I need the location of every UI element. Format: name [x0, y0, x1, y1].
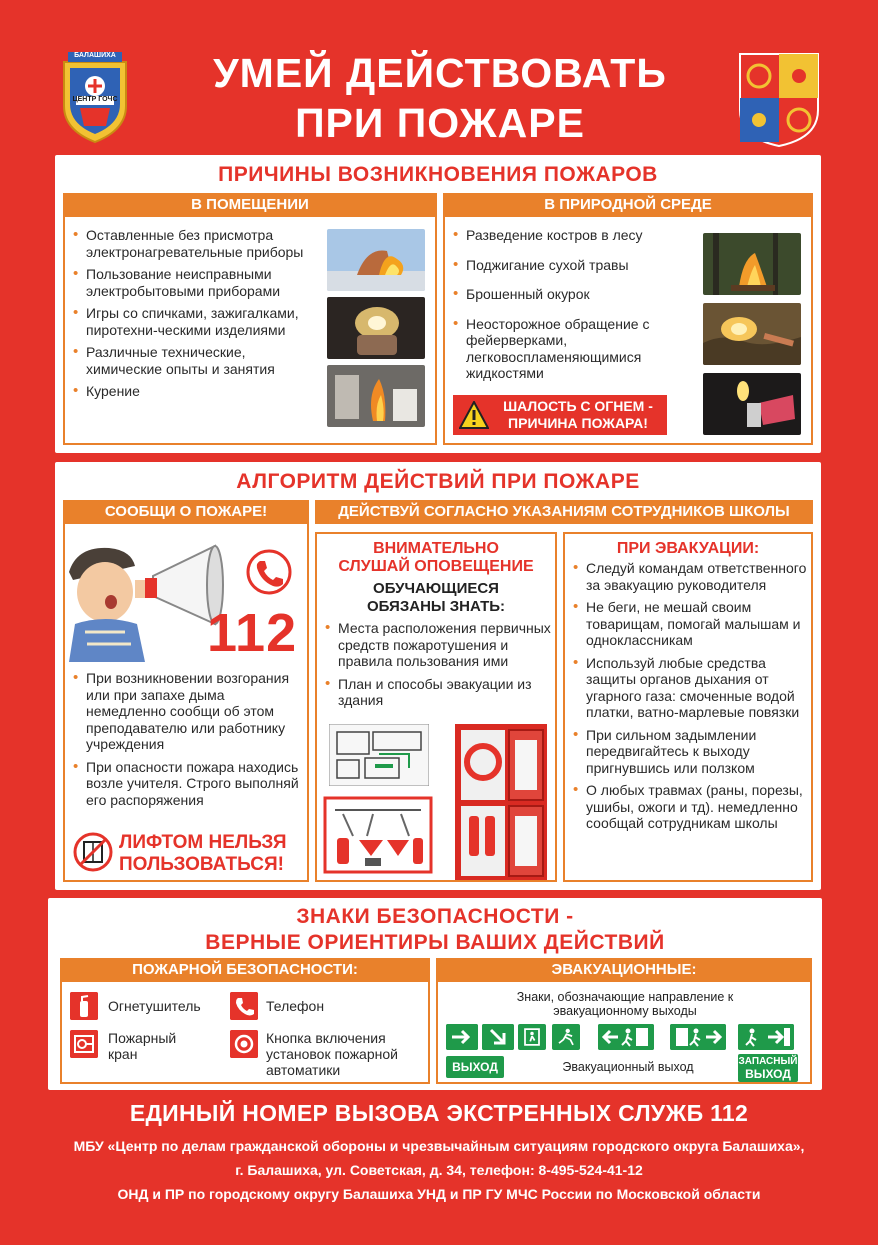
no-elevator-line-1: ЛИФТОМ НЕЛЬЗЯ	[119, 832, 287, 853]
phone-icon	[245, 548, 293, 596]
indoor-list	[73, 227, 323, 406]
list-item: • Разведение костров в лесу	[453, 227, 693, 244]
alarm-button-sign-icon	[230, 1030, 258, 1058]
list-item: • О любых травмах (раны, порезы, ушибы, ожоги и тд). немедленно сообщай сотрудникам школы	[573, 782, 807, 832]
list-item: • При опасности пожара находись возле учителя. Строго выполняй его распоряжения	[73, 759, 299, 809]
evac-signs-box	[436, 958, 812, 1084]
alarm-button-label: Кнопка включения установок пожарной автоматики	[266, 1030, 398, 1078]
list-item: • Оставленные без присмотра электронагревательные приборы	[73, 227, 323, 260]
exit-caption: Эвакуационный выход	[562, 1060, 694, 1074]
arrow-right-sign-icon	[446, 1024, 478, 1050]
title-line-2: ПРИ ПОЖАРЕ	[295, 100, 585, 146]
exit-door-right-sign-icon	[670, 1024, 726, 1050]
experiment-fire-photo-icon	[327, 365, 425, 427]
list-item: • Пользование неисправными электробытовыми приборами	[73, 266, 323, 299]
hydrant-sign-icon	[70, 1030, 98, 1058]
emergency-exit-line-2: ВЫХОД	[745, 1067, 791, 1081]
phone-label: Телефон	[266, 998, 325, 1014]
warning-line-1: ШАЛОСТЬ С ОГНЕМ -	[503, 398, 653, 414]
footer-org-line: МБУ «Центр по делам гражданской обороны и чрезвычайным ситуациям городского округа Балашиха»,	[73, 1138, 805, 1154]
lighter-photo-icon	[703, 373, 801, 435]
list-item: • Различные технические, химические опыты и занятия	[73, 344, 323, 377]
title-line-1: УМЕЙ ДЕЙСТВОВАТЬ	[213, 50, 667, 96]
fire-signs-heading: ПОЖАРНОЙ БЕЗОПАСНОСТИ:	[60, 958, 430, 982]
footer-emergency-number: ЕДИНЫЙ НОМЕР ВЫЗОВА ЭКСТРЕННЫХ СЛУЖБ 112	[129, 1100, 749, 1126]
campfire-photo-icon	[703, 233, 801, 295]
emblem-left-text: ЦЕНТР ГОЧС	[72, 96, 118, 103]
listen-sub-line-1: ОБУЧАЮЩИЕСЯ	[373, 580, 499, 597]
listen-box	[315, 532, 557, 882]
extinguisher-sign-icon	[70, 992, 98, 1020]
list-item: • Не беги, не мешай своим товарищам, помогай малышам и одноклассникам	[573, 599, 807, 649]
list-item: • Курение	[73, 383, 323, 400]
footer-authority-line: ОНД и ПР по городскому округу Балашиха УНД и ПР ГУ МЧС России по Московской области	[117, 1186, 761, 1202]
evacuation-heading: ПРИ ЭВАКУАЦИИ:	[616, 540, 760, 557]
fire-shield-icon	[323, 796, 433, 874]
list-item: • При сильном задымлении передвигайтесь к выходу пригнувшись или ползком	[573, 727, 807, 777]
listen-sub-line-2: ОБЯЗАНЫ ЗНАТЬ:	[366, 598, 506, 615]
list-item: • При возникновении возгорания или при запахе дыма немедленно сообщи об этом преподавателю или работнику учреждения	[73, 670, 299, 753]
evacuation-box	[563, 532, 813, 882]
emergency-exit-line-1: ЗАПАСНЫЙ	[738, 1056, 798, 1067]
fire-signs-box	[60, 958, 430, 1084]
running-man-sign-icon	[552, 1024, 580, 1050]
balashikha-coat-of-arms-icon	[736, 50, 822, 148]
listen-heading-line-1: ВНИМАТЕЛЬНО	[373, 540, 499, 557]
list-item: • Места расположения первичных средств пожаротушения и правила пользования ими	[325, 620, 551, 670]
nature-heading: В ПРИРОДНОЙ СРЕДЕ	[443, 193, 813, 217]
indoor-box	[63, 193, 437, 445]
listen-heading-line-2: СЛУШАЙ ОПОВЕЩЕНИЕ	[338, 558, 534, 575]
algorithm-title: АЛГОРИТМ ДЕЙСТВИЙ ПРИ ПОЖАРЕ	[236, 470, 640, 493]
listen-subheading	[317, 580, 555, 616]
signs-title-line-1: ЗНАКИ БЕЗОПАСНОСТИ -	[296, 905, 574, 928]
list-item: • Используй любые средства защиты органов дыхания от угарного газа: смоченные водой платки, ватно-марлевые повязки	[573, 655, 807, 721]
warning-line-2: ПРИЧИНА ПОЖАРА!	[508, 415, 648, 431]
page-title	[150, 48, 730, 148]
signs-title	[48, 904, 822, 956]
grass-fire-photo-icon	[703, 303, 801, 365]
exit-left-sign-icon	[598, 1024, 654, 1050]
evac-signs-caption: Знаки, обозначающие направление к эвакуационному выходы	[516, 990, 734, 1018]
emblem-left-top-text: БАЛАШИХА	[74, 52, 116, 59]
causes-panel	[55, 155, 821, 453]
exit-stairs-sign-icon	[738, 1024, 794, 1050]
arrow-down-right-sign-icon	[482, 1024, 514, 1050]
evacuation-list	[573, 560, 807, 838]
exit-sign: ВЫХОД	[446, 1056, 504, 1078]
no-elevator-icon	[73, 832, 113, 872]
evac-signs-heading: ЭВАКУАЦИОННЫЕ:	[436, 958, 812, 982]
no-elevator-line-2: ПОЛЬЗОВАТЬСЯ!	[119, 854, 284, 875]
listen-list	[325, 620, 551, 715]
report-box	[63, 500, 309, 882]
indoor-heading: В ПОМЕЩЕНИИ	[63, 193, 437, 217]
signs-title-line-2: ВЕРНЫЕ ОРИЕНТИРЫ ВАШИХ ДЕЙСТВИЙ	[205, 931, 665, 954]
warning-triangle-icon	[459, 401, 489, 429]
list-item: • Неосторожное обращение с фейерверками, легковоспламеняющимися жидкостями	[453, 316, 693, 382]
phone-sign-icon	[230, 992, 258, 1020]
hydrant-label: Пожарный кран	[108, 1030, 177, 1062]
fire-cabinet-icon	[453, 722, 549, 882]
emergency-exit-sign	[738, 1054, 798, 1082]
act-heading: ДЕЙСТВУЙ СОГЛАСНО УКАЗАНИЯМ СОТРУДНИКОВ ШКОЛЫ	[315, 500, 813, 524]
exit-door-sign-icon	[518, 1024, 546, 1050]
signs-panel	[48, 898, 822, 1090]
report-list	[73, 670, 299, 814]
list-item: • Поджигание сухой травы	[453, 257, 693, 274]
extinguisher-label: Огнетушитель	[108, 998, 201, 1014]
nature-box	[443, 193, 813, 445]
iron-fire-photo-icon	[327, 229, 425, 291]
list-item: • План и способы эвакуации из здания	[325, 676, 551, 709]
causes-title: ПРИЧИНЫ ВОЗНИКНОВЕНИЯ ПОЖАРОВ	[218, 163, 658, 186]
socket-spark-photo-icon	[327, 297, 425, 359]
list-item: • Следуй командам ответственного за эвакуацию руководителя	[573, 560, 807, 593]
report-heading: СООБЩИ О ПОЖАРЕ!	[63, 500, 309, 524]
fire-prank-warning	[453, 395, 667, 435]
emergency-number: 112	[207, 603, 298, 663]
list-item: • Брошенный окурок	[453, 286, 693, 303]
algorithm-panel	[55, 462, 821, 890]
footer-address-line: г. Балашиха, ул. Советская, д. 34, телефон: 8-495-524-41-12	[235, 1162, 643, 1178]
evacuation-plan-icon	[329, 724, 429, 786]
listen-heading	[317, 540, 555, 576]
no-elevator-text	[119, 832, 287, 876]
list-item: • Игры со спичками, зажигалками, пиротехни-ческими изделиями	[73, 305, 323, 338]
nature-list	[453, 227, 693, 388]
